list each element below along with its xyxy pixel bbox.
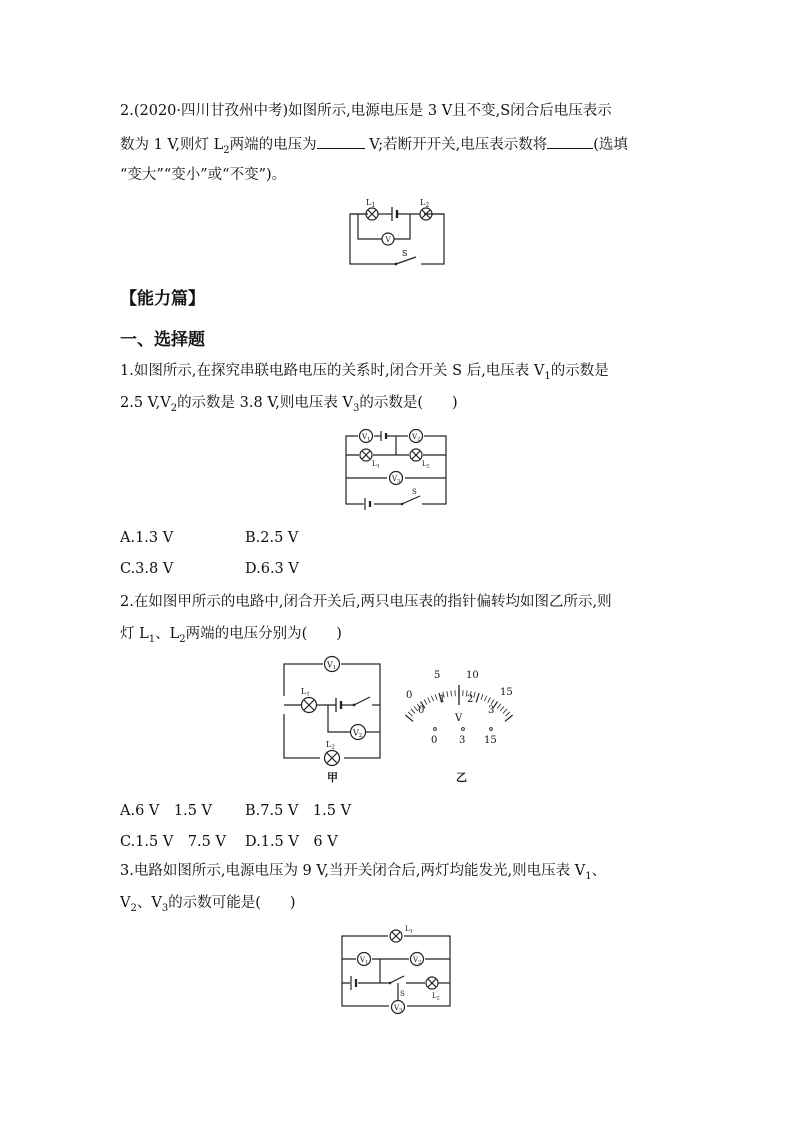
svg-text:V1: $V_1$ xyxy=(360,956,369,966)
dial-tick xyxy=(435,694,437,700)
svg-text:L2: $L_2$ xyxy=(420,198,430,209)
dial-tick xyxy=(503,709,507,713)
q3-line2: $V_2$、$V_3$的示数可能是( ) xyxy=(120,895,296,914)
dial-unit: V xyxy=(455,713,463,724)
outer-scale-15: 15 xyxy=(500,687,513,698)
terminal-3 xyxy=(462,728,465,731)
q3-line1: 3.电路如图所示,电源电压为 9 V,当开关闭合后,两灯均能发光,则电压表 $V_1$、 xyxy=(120,863,607,882)
dial-tick xyxy=(431,696,433,702)
q2-circuit-jia-diagram xyxy=(278,654,388,784)
svg-text:L2: $L_2$ xyxy=(432,992,440,1002)
svg-text:S: S xyxy=(402,249,408,258)
caption-jia: 甲 xyxy=(327,771,338,784)
q1-option-a[interactable]: A.1.3 V xyxy=(120,530,174,546)
q2-option-d[interactable]: D.1.5 V 6 V xyxy=(245,834,338,850)
svg-text:0: 0 xyxy=(431,735,438,746)
svg-text:V3: $V_3$ xyxy=(392,475,401,485)
svg-text:V1: V1 xyxy=(327,660,337,671)
q1-line1: 1.如图所示,在探究串联电路电压的关系时,闭合开关 S 后,电压表 $V_1$的示数是 xyxy=(120,363,609,382)
q2-option-c[interactable]: C.1.5 V 7.5 V xyxy=(120,834,226,850)
svg-text:S: S xyxy=(400,990,405,998)
svg-text:V3: $V_3$ xyxy=(394,1004,403,1014)
q2-voltmeter-dial-yi-diagram xyxy=(398,665,523,785)
dial-tick xyxy=(497,704,501,709)
section-subtitle: 一、选择题 xyxy=(120,330,205,350)
q2-line1: 2.在如图甲所示的电路中,闭合开关后,两只电压表的指针偏转均如图乙所示,则 xyxy=(120,594,612,610)
q1-option-c[interactable]: C.3.8 V xyxy=(120,561,174,577)
dial-tick xyxy=(447,691,448,697)
svg-text:V2: $V_2$ xyxy=(413,956,422,966)
svg-text:V2: V2 xyxy=(353,728,363,739)
dial-tick xyxy=(506,712,510,716)
inner-scale-1: 1 xyxy=(439,694,446,705)
outer-scale-0: 0 xyxy=(406,690,413,701)
svg-text:V1: $V_1$ xyxy=(362,433,371,443)
dial-tick xyxy=(408,712,412,716)
section-title: 【能力篇】 xyxy=(120,289,205,309)
caption-yi: 乙 xyxy=(456,771,467,784)
svg-text:L1: L1 xyxy=(301,687,310,698)
svg-text:L1: $L_1$ xyxy=(366,198,376,209)
svg-text:V2: $V_2$ xyxy=(412,433,421,443)
dial-tick xyxy=(476,693,479,703)
svg-text:15: 15 xyxy=(484,735,497,746)
inner-scale-3: 3 xyxy=(488,705,495,716)
q2-top-line1: 2.(2020·四川甘孜州中考)如图所示,电源电压是 3 V且不变,S闭合后电压表示 xyxy=(120,103,612,119)
inner-scale-0: 0 xyxy=(418,705,425,716)
q3-circuit-diagram xyxy=(336,920,458,1018)
q2-top-line3: “变大”“变小”或“不变”)。 xyxy=(120,167,287,183)
answer-blank-1[interactable] xyxy=(317,133,365,149)
dial-tick xyxy=(484,696,486,702)
q2-line2: 灯 $L_1$、$L_2$两端的电压分别为( ) xyxy=(120,626,342,645)
outer-scale-5: 5 xyxy=(434,670,441,681)
svg-text:L1: $L_1$ xyxy=(405,925,413,935)
dial-tick xyxy=(424,699,427,704)
q2-top-circuit-diagram xyxy=(340,196,450,268)
q1-option-b[interactable]: B.2.5 V xyxy=(245,530,299,546)
dial-tick xyxy=(451,690,452,696)
dial-tick xyxy=(474,692,475,698)
dial-tick xyxy=(488,697,491,702)
svg-text:S: S xyxy=(412,488,417,496)
q1-line2: 2.5 $V,V_2$的示数是 3.8 V,则电压表 $V_3$的示数是( ) xyxy=(120,395,458,414)
q1-circuit-diagram xyxy=(340,424,452,510)
dial-tick xyxy=(491,699,494,704)
svg-text:V: V xyxy=(385,236,391,244)
inner-scale-2: 2 xyxy=(467,694,474,705)
terminal-0 xyxy=(434,728,437,731)
q1-option-d[interactable]: D.6.3 V xyxy=(245,561,299,577)
switch-icon xyxy=(390,976,404,983)
q2-top-line2: 数为 1 V,则灯 $L_2$两端的电压为 V;若断开开关,电压表示数将 (选填 xyxy=(120,133,628,161)
switch-icon xyxy=(354,697,370,705)
dial-tick xyxy=(411,709,415,713)
dial-tick xyxy=(500,706,504,711)
svg-text:3: 3 xyxy=(459,735,466,746)
terminal-15 xyxy=(490,728,493,731)
q2-option-b[interactable]: B.7.5 V 1.5 V xyxy=(245,803,352,819)
svg-text:L1: $L_1$ xyxy=(372,460,380,470)
dial-tick xyxy=(481,694,483,700)
outer-scale-10: 10 xyxy=(466,670,479,681)
svg-text:L2: $L_2$ xyxy=(422,460,430,470)
svg-text:L2: L2 xyxy=(326,740,335,751)
q2-option-a[interactable]: A.6 V 1.5 V xyxy=(120,803,213,819)
answer-blank-2[interactable] xyxy=(547,133,593,149)
dial-tick xyxy=(428,697,431,702)
